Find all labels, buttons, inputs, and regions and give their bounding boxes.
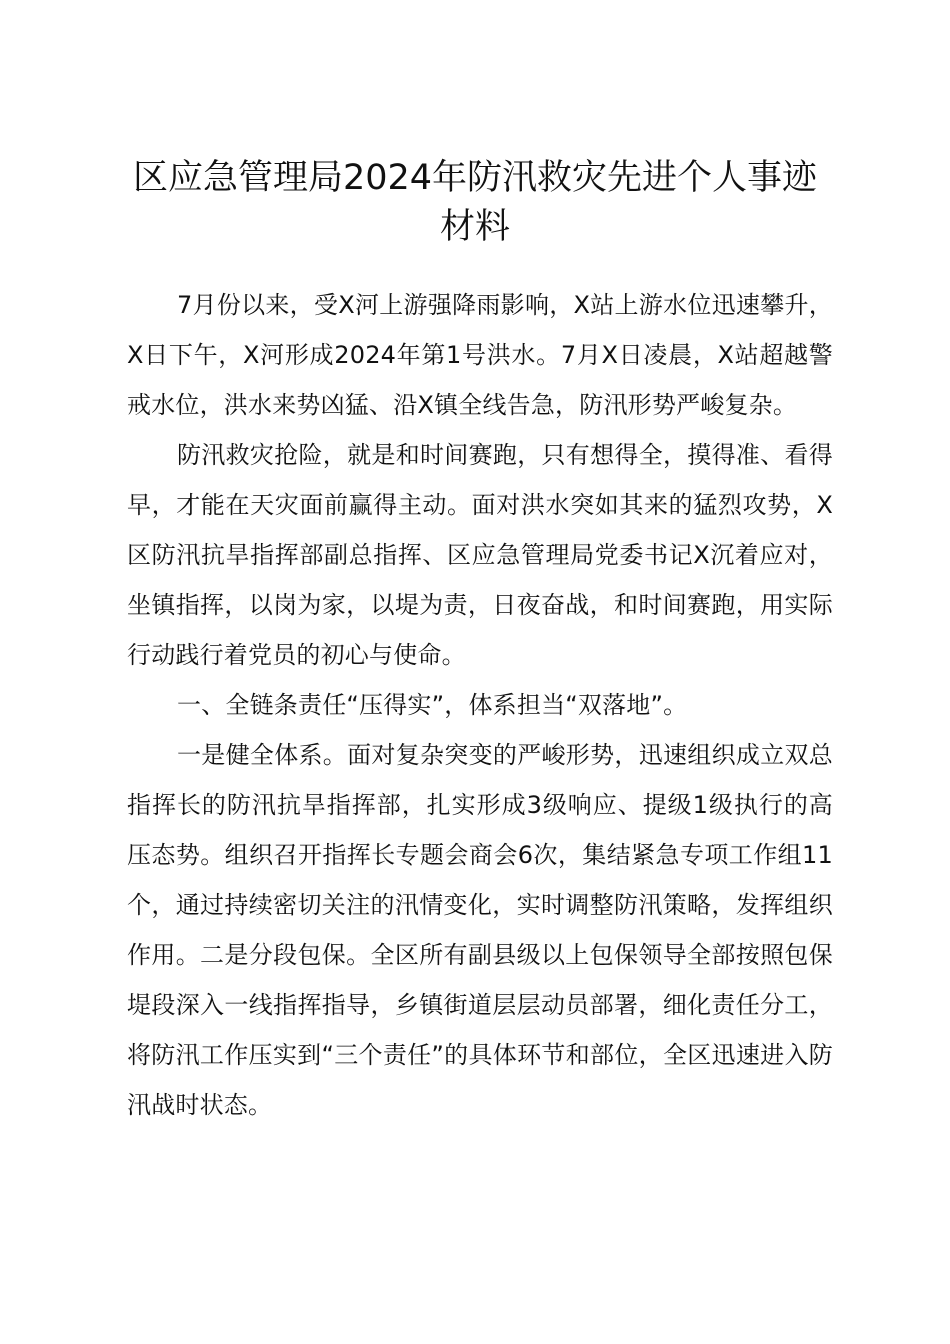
paragraph-race-against-time: 防汛救灾抢险，就是和时间赛跑，只有想得全，摸得准、看得早，才能在天灾面前赢得主动。面对洪水突如其来的猛烈攻势，X区防汛抗旱指挥部副总指挥、区应急管理局党委书记X沉着应对，坐镇指挥，以岗为家，以堤为责，日夜奋战，和时间赛跑，用实际行动践行着党员的初心与使命。	[127, 441, 833, 669]
title-line-2: 材料	[439, 207, 510, 247]
document-body	[127, 280, 833, 1130]
paragraph-system: 一是健全体系。面对复杂突变的严峻形势，迅速组织成立双总指挥长的防汛抗旱指挥部，扎实形成3级响应、提级1级执行的高压态势。组织召开指挥长专题会商会6次，集结紧急专项工作组11个，通过持续密切关注的汛情变化，实时调整防汛策略，发挥组织作用。二是分段包保。全区所有副县级以上包保领导全部按照包保堤段深入一线指挥指导，乡镇街道层层动员部署，细化责任分工，将防汛工作压实到“三个责任”的具体环节和部位，全区迅速进入防汛战时状态。	[127, 741, 833, 1119]
title-line-1: 区应急管理局2024年防汛救灾先进个人事迹	[132, 158, 818, 198]
document-title	[110, 154, 840, 252]
section-heading-one: 一、全链条责任“压得实”，体系担当“双落地”。	[177, 691, 688, 719]
paragraph-intro: 7月份以来，受X河上游强降雨影响，X站上游水位迅速攀升，X日下午，X河形成2024年第1号洪水。7月X日凌晨，X站超越警戒水位，洪水来势凶猛、沿X镇全线告急，防汛形势严峻复杂。	[127, 291, 833, 419]
